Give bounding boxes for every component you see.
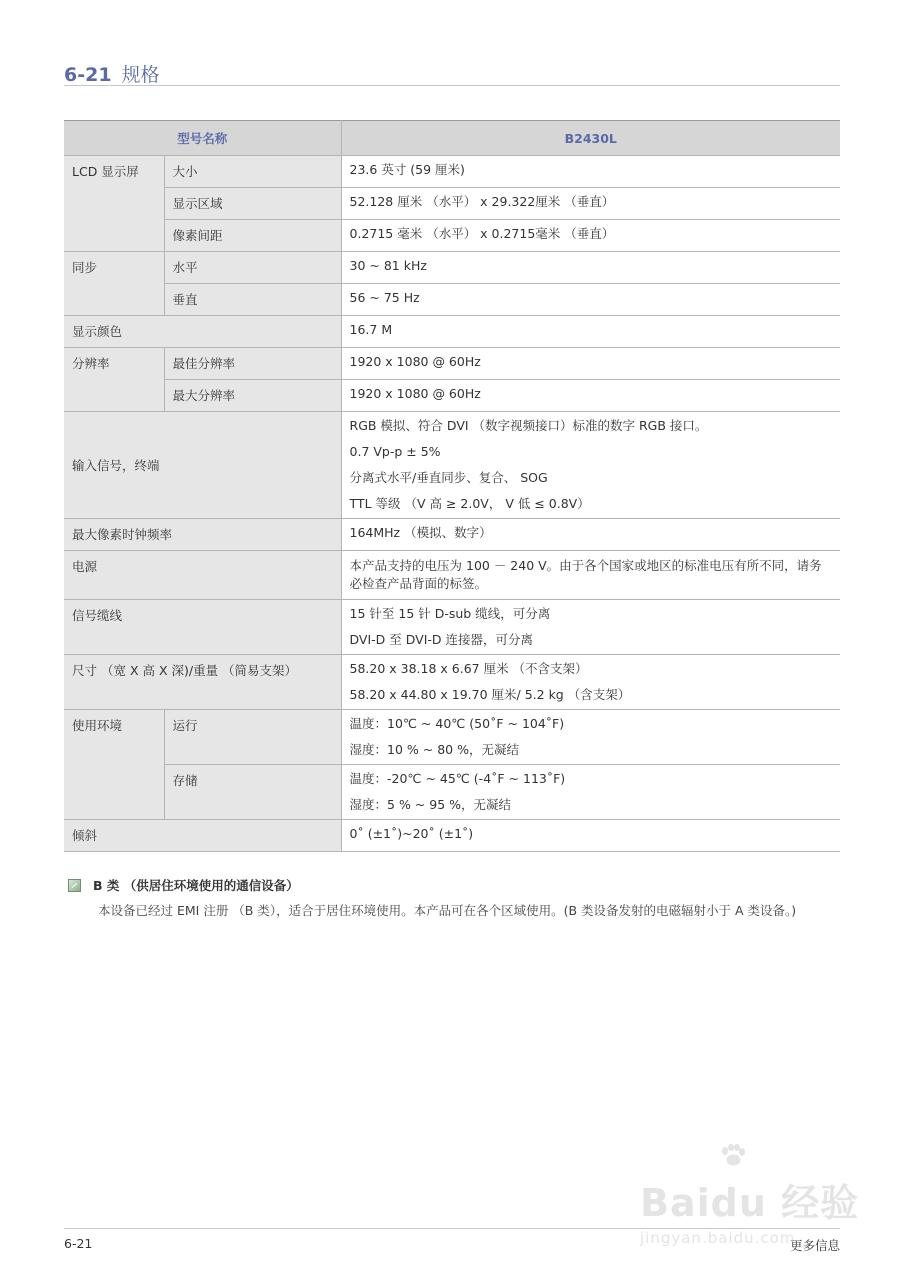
row-label: 水平 — [164, 252, 341, 284]
row-value — [341, 765, 840, 820]
row-label: 输入信号，终端 — [64, 412, 341, 519]
watermark-brand: Baidu 经验 — [640, 1181, 860, 1225]
row-label: 大小 — [164, 156, 341, 188]
value-line: 0˚ (±1˚)~20˚ (±1˚) — [349, 826, 474, 841]
table-row — [64, 252, 840, 284]
row-label: 像素间距 — [164, 220, 341, 252]
footer-section-name: 更多信息 — [789, 1238, 840, 1253]
table-row — [64, 188, 840, 220]
row-label: 倾斜 — [64, 820, 341, 852]
row-label: 最大分辨率 — [164, 380, 341, 412]
value-line: 温度：10℃ ~ 40℃ (50˚F ~ 104˚F) — [349, 716, 565, 731]
paw-icon — [720, 1144, 746, 1166]
value-line: 58.20 x 38.18 x 6.67 厘米 （不含支架） — [349, 661, 588, 676]
row-value — [341, 348, 840, 380]
footer-divider — [64, 1228, 840, 1229]
table-row — [64, 348, 840, 380]
value-line: 本产品支持的电压为 100 － 240 V。由于各个国家或地区的标准电压有所不同，请务必检查产品背面的标签。 — [349, 558, 822, 591]
note-title: B 类 （供居住环境使用的通信设备） — [93, 878, 299, 893]
row-value — [341, 316, 840, 348]
table-row — [64, 710, 840, 765]
value-line: 1920 x 1080 @ 60Hz — [349, 354, 481, 369]
value-line: 1920 x 1080 @ 60Hz — [349, 386, 481, 401]
row-value — [341, 551, 840, 600]
row-value — [341, 252, 840, 284]
value-line: 164MHz （模拟、数字） — [349, 525, 492, 540]
note-header — [64, 876, 840, 894]
table-row — [64, 380, 840, 412]
value-line: 0.7 Vp-p ± 5% — [349, 444, 441, 459]
table-row — [64, 655, 840, 710]
table-row — [64, 600, 840, 655]
value-line: 湿度：5 % ~ 95 %，无凝结 — [349, 797, 511, 812]
value-line: 52.128 厘米 （水平） x 29.322厘米 （垂直） — [349, 194, 615, 209]
table-row — [64, 316, 840, 348]
row-value — [341, 220, 840, 252]
row-value — [341, 710, 840, 765]
row-value — [341, 156, 840, 188]
value-line: 58.20 x 44.80 x 19.70 厘米/ 5.2 kg （含支架） — [349, 687, 631, 702]
row-group-label: 使用环境 — [64, 710, 164, 820]
row-group-label: 同步 — [64, 252, 164, 316]
table-row — [64, 765, 840, 820]
row-value — [341, 519, 840, 551]
table-row — [64, 820, 840, 852]
section-title: 规格 — [121, 64, 160, 86]
row-label: 电源 — [64, 551, 341, 600]
value-line: 56 ~ 75 Hz — [349, 290, 420, 305]
value-line: 温度：-20℃ ~ 45℃ (-4˚F ~ 113˚F) — [349, 771, 566, 786]
value-line: 湿度：10 % ~ 80 %，无凝结 — [349, 742, 519, 757]
row-value — [341, 284, 840, 316]
row-value — [341, 380, 840, 412]
row-label: 运行 — [164, 710, 341, 765]
value-line: 分离式水平/垂直同步、复合、 SOG — [349, 470, 548, 485]
row-value — [341, 820, 840, 852]
spec-table — [64, 120, 840, 852]
row-value — [341, 655, 840, 710]
table-row — [64, 519, 840, 551]
value-line: 23.6 英寸 (59 厘米) — [349, 162, 465, 177]
footer-page-number: 6-21 — [64, 1236, 93, 1251]
value-line: RGB 模拟、符合 DVI （数字视频接口）标准的数字 RGB 接口。 — [349, 418, 708, 433]
row-value — [341, 188, 840, 220]
value-line: 15 针至 15 针 D-sub 缆线，可分离 — [349, 606, 551, 621]
table-row — [64, 412, 840, 519]
page-title — [64, 60, 160, 87]
row-group-label: 分辨率 — [64, 348, 164, 412]
table-row — [64, 220, 840, 252]
table-row — [64, 156, 840, 188]
header-model-name: 型号名称 — [64, 121, 341, 156]
row-value — [341, 600, 840, 655]
value-line: 0.2715 毫米 （水平） x 0.2715毫米 （垂直） — [349, 226, 615, 241]
table-row — [64, 551, 840, 600]
value-line: 30 ~ 81 kHz — [349, 258, 427, 273]
row-label: 显示区域 — [164, 188, 341, 220]
title-divider — [64, 85, 840, 86]
row-label: 尺寸 （宽 X 高 X 深)/重量 （简易支架） — [64, 655, 341, 710]
row-label: 最大像素时钟频率 — [64, 519, 341, 551]
row-label: 垂直 — [164, 284, 341, 316]
note-icon — [68, 879, 81, 892]
row-group-label: LCD 显示屏 — [64, 156, 164, 252]
value-line: 16.7 M — [349, 322, 393, 337]
row-label: 显示颜色 — [64, 316, 341, 348]
section-number: 6-21 — [64, 64, 112, 86]
row-label: 存储 — [164, 765, 341, 820]
value-line: TTL 等级 （V 高 ≥ 2.0V， V 低 ≤ 0.8V） — [349, 496, 590, 511]
note-body: 本设备已经过 EMI 注册 （B 类），适合于居住环境使用。本产品可在各个区域使用。(B 类设备发射的电磁辐射小于 A 类设备。) — [98, 903, 797, 918]
row-value — [341, 412, 840, 519]
value-line: DVI-D 至 DVI-D 连接器，可分离 — [349, 632, 533, 647]
row-label: 最佳分辨率 — [164, 348, 341, 380]
row-label: 信号缆线 — [64, 600, 341, 655]
table-header-row — [64, 121, 840, 156]
header-model-value: B2430L — [341, 121, 840, 156]
watermark-url: jingyan.baidu.com — [640, 1229, 796, 1247]
class-b-note — [64, 876, 840, 920]
table-row — [64, 284, 840, 316]
